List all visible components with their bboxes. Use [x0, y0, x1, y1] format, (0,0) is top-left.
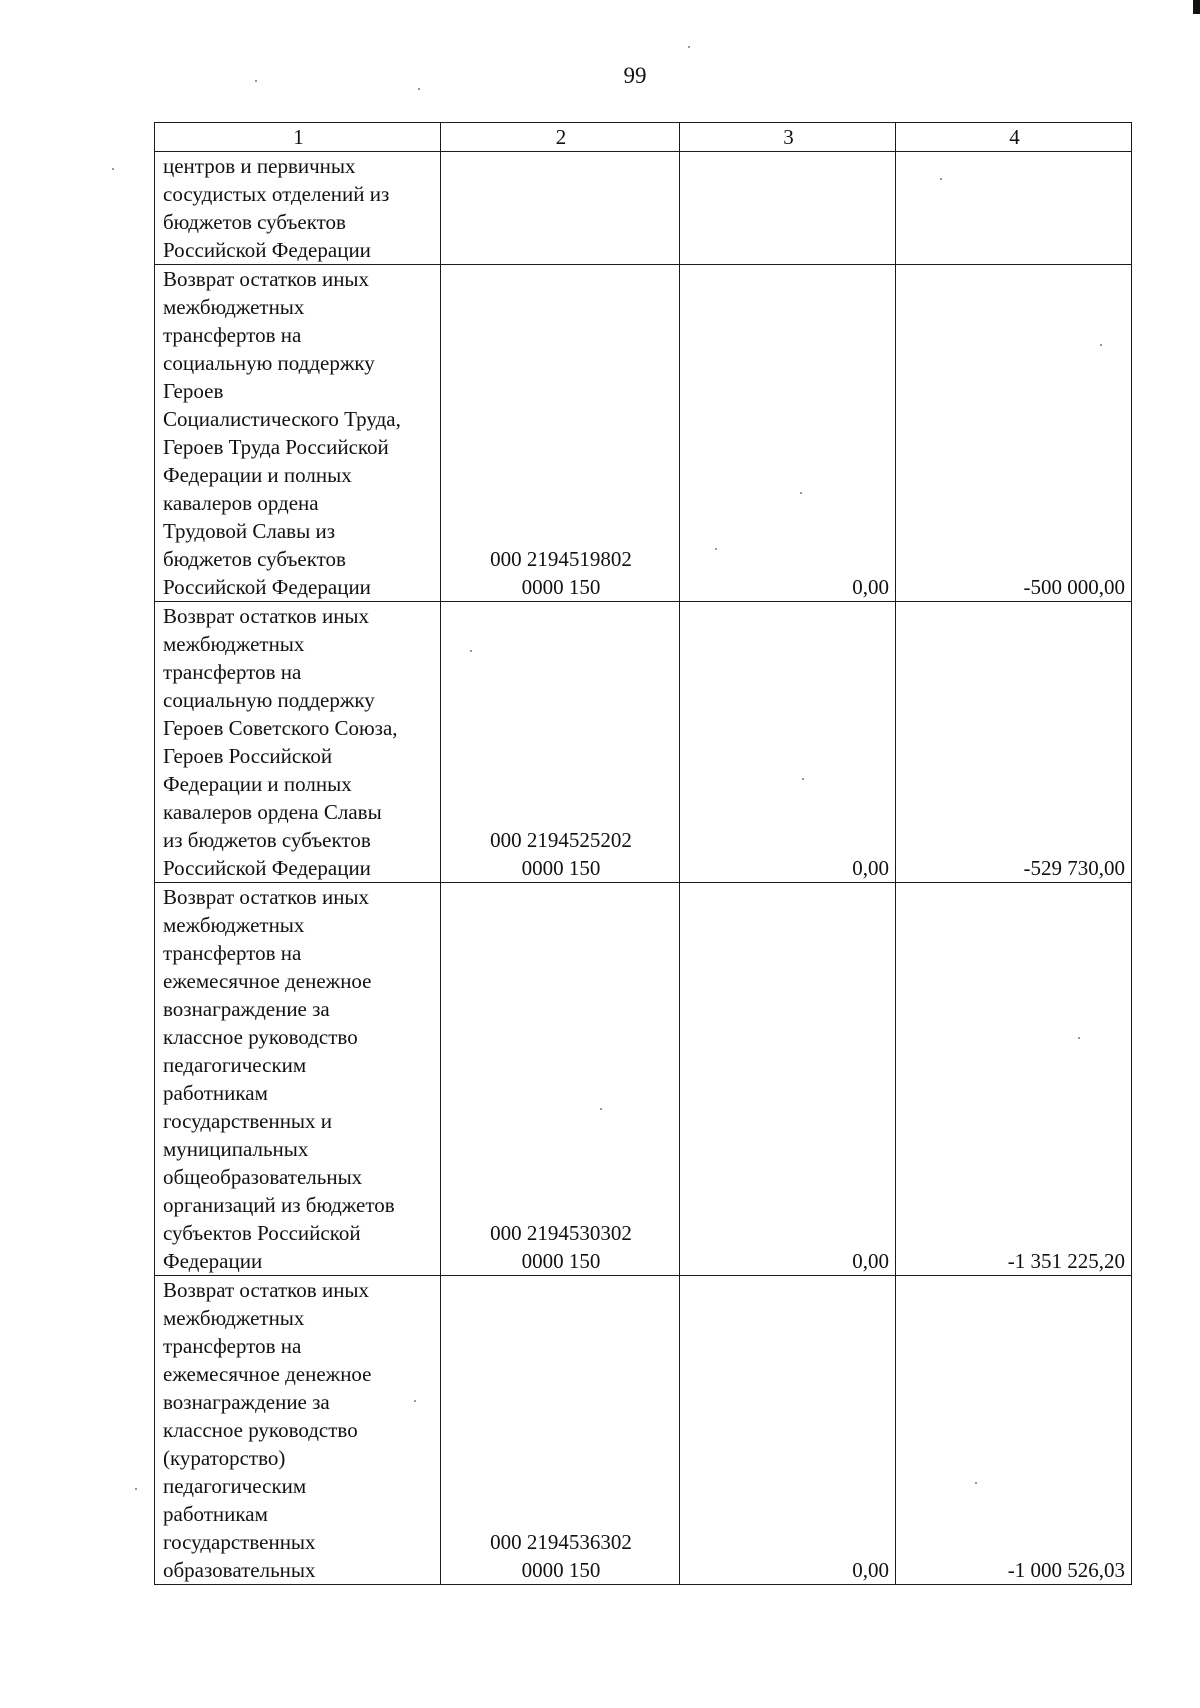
- column-header-4: 4: [896, 123, 1132, 152]
- table-header-row: [155, 123, 1132, 152]
- scan-speck: [1100, 344, 1102, 346]
- scan-speck: [600, 1108, 602, 1110]
- row-code: 000 2194519802 0000 150: [441, 265, 680, 602]
- row-description: центров и первичных сосудистых отделений из бюджетов субъектов Российской Федерации: [155, 152, 441, 265]
- scan-speck: [975, 1482, 977, 1484]
- row-value-col3: 0,00: [680, 602, 896, 883]
- scan-speck: [418, 88, 420, 90]
- table-row: [155, 602, 1132, 883]
- table-row: [155, 152, 1132, 265]
- scan-speck: [802, 778, 804, 780]
- row-description: Возврат остатков иных межбюджетных трансфертов на социальную поддержку Героев Советского Союза, Героев Российской Федерации и полных кавалеров ордена Славы из бюджетов субъектов Российской Федерации: [155, 602, 441, 883]
- row-code: 000 2194530302 0000 150: [441, 883, 680, 1276]
- budget-table: [154, 122, 1132, 1585]
- row-description: Возврат остатков иных межбюджетных трансфертов на ежемесячное денежное вознаграждение за классное руководство педагогическим работникам государственных и муниципальных общеобразовательных организаций из бюджетов субъектов Российской Федерации: [155, 883, 441, 1276]
- scan-speck: [688, 46, 690, 48]
- scan-speck: [1078, 1037, 1080, 1039]
- row-value-col3: 0,00: [680, 1276, 896, 1585]
- row-value-col4: -500 000,00: [896, 265, 1132, 602]
- row-code: [441, 152, 680, 265]
- scan-speck: [255, 80, 257, 82]
- scan-speck: [940, 178, 942, 180]
- row-description: Возврат остатков иных межбюджетных трансфертов на социальную поддержку Героев Социалистического Труда, Героев Труда Российской Федерации и полных кавалеров ордена Трудовой Славы из бюджетов субъектов Российской Федерации: [155, 265, 441, 602]
- table-row: [155, 883, 1132, 1276]
- scan-speck: [112, 168, 114, 170]
- table-row: [155, 265, 1132, 602]
- row-description: Возврат остатков иных межбюджетных трансфертов на ежемесячное денежное вознаграждение за классное руководство (кураторство) педагогическим работникам государственных образовательных: [155, 1276, 441, 1585]
- row-code: 000 2194536302 0000 150: [441, 1276, 680, 1585]
- row-value-col4: -1 000 526,03: [896, 1276, 1132, 1585]
- row-value-col3: [680, 152, 896, 265]
- scan-speck: [470, 650, 472, 652]
- row-value-col3: 0,00: [680, 265, 896, 602]
- page-number: 99: [623, 63, 647, 88]
- table-row: [155, 1276, 1132, 1585]
- row-value-col4: [896, 152, 1132, 265]
- column-header-3: 3: [680, 123, 896, 152]
- row-value-col3: 0,00: [680, 883, 896, 1276]
- row-value-col4: -1 351 225,20: [896, 883, 1132, 1276]
- row-code: 000 2194525202 0000 150: [441, 602, 680, 883]
- scan-speck: [800, 492, 802, 494]
- column-header-1: 1: [155, 123, 441, 152]
- row-value-col4: -529 730,00: [896, 602, 1132, 883]
- scan-speck: [135, 1488, 137, 1490]
- scan-edge-mark: [1193, 0, 1200, 14]
- column-header-2: 2: [441, 123, 680, 152]
- scan-speck: [715, 548, 717, 550]
- scan-speck: [414, 1400, 416, 1402]
